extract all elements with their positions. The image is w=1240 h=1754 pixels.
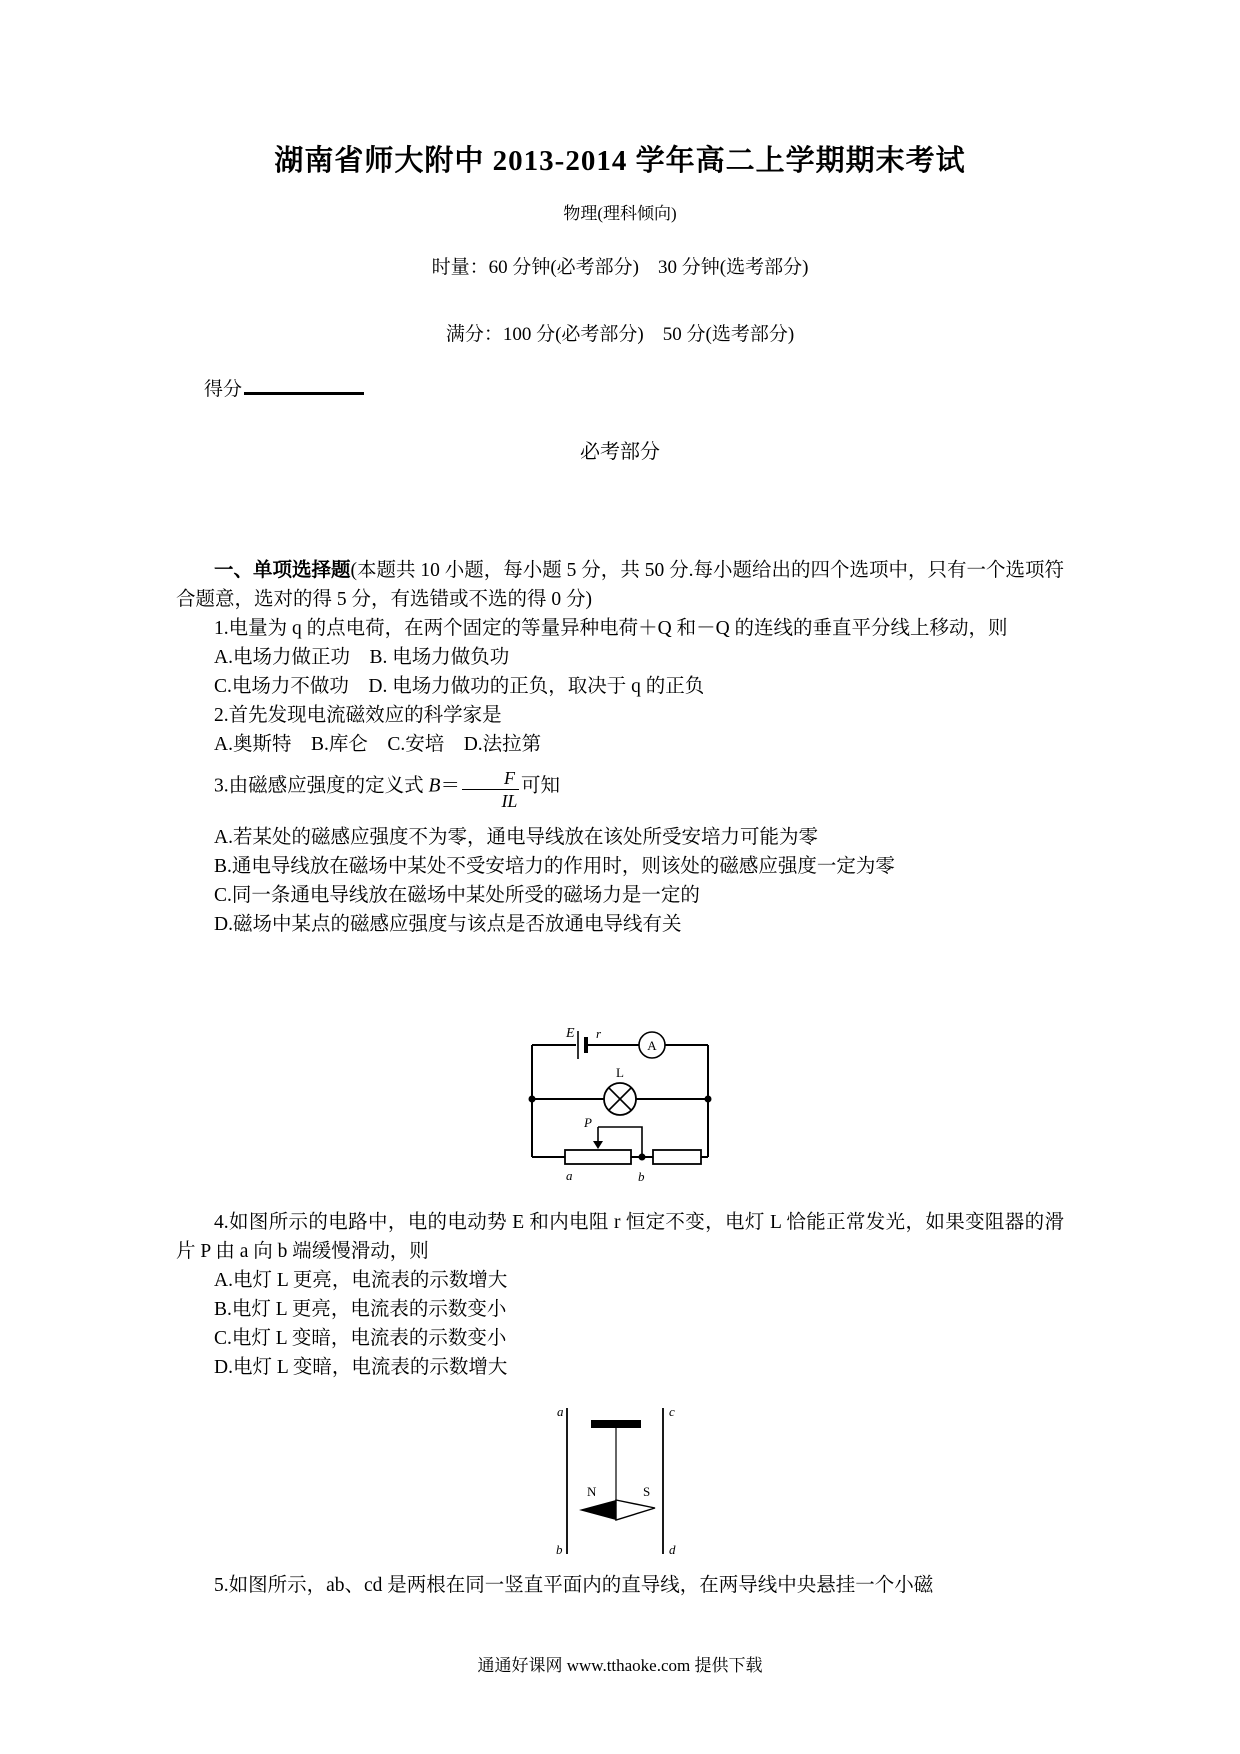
wire-d-label: d: [669, 1542, 676, 1558]
junction-dot-b: [639, 1154, 646, 1161]
support-bar: [591, 1420, 641, 1428]
lamp-label: L: [616, 1065, 624, 1081]
needle-south-half: [616, 1500, 655, 1520]
score-row: [204, 374, 1064, 401]
question-3-option-b: B.通电导线放在磁场中某处不受安培力的作用时，则该处的磁感应强度一定为零: [214, 856, 895, 878]
section-one-heading: 一、单项选择题: [214, 559, 351, 581]
score-blank-line: [244, 378, 364, 395]
needle-north-half: [579, 1500, 616, 1520]
slider-label: P: [584, 1115, 592, 1131]
slider-arrowhead: [593, 1141, 603, 1149]
question-1-options-ab: A.电场力做正功 B. 电场力做负功: [214, 647, 510, 668]
page-title: 湖南省师大附中 2013-2014 学年高二上学期期末考试: [274, 145, 966, 177]
junction-dot-left: [529, 1096, 536, 1103]
rheostat-end-a-label: a: [566, 1168, 573, 1184]
wire-c-label: c: [669, 1404, 675, 1420]
fraction-denominator: IL: [501, 790, 518, 811]
formula-equals: ＝: [440, 775, 460, 797]
wire-a-label: a: [557, 1404, 564, 1420]
ammeter-label: A: [647, 1038, 657, 1054]
circuit-diagram-svg: [520, 1025, 720, 1193]
formula-variable: B: [428, 775, 441, 797]
question-1-stem: 1.电量为 q 的点电荷，在两个固定的等量异种电荷＋Q 和－Q 的连线的垂直平分线上移动，则: [214, 618, 1008, 639]
internal-resistance-label: r: [596, 1026, 602, 1042]
question-3-option-d: D.磁场中某点的磁感应强度与该点是否放通电导线有关: [214, 914, 682, 936]
section-one-note: (本题共 10 小题，每小题 5 分，共 50 分.每小题给出的四个选项中，只有一个选项符合题意，选对的得 5 分，有选错或不选的得 0 分): [176, 560, 1064, 610]
subject-line: 物理(理科倾向): [563, 204, 677, 223]
question-3-stem: [176, 768, 1064, 811]
emf-label: E: [566, 1026, 575, 1042]
full-score-line: 满分：100 分(必考部分) 50 分(选考部分): [445, 324, 795, 345]
page-footer: 通通好课网 www.tthaoke.com 提供下载: [477, 1656, 763, 1675]
south-pole-label: S: [643, 1484, 651, 1500]
question-4-stem: 4.如图所示的电路中，电的电动势 E 和内电阻 r 恒定不变，电灯 L 恰能正常发光，如果变阻器的滑片 P 由 a 向 b 端缓慢滑动，则: [176, 1212, 1064, 1263]
question-1-options-cd: C.电场力不做功 D. 电场力做功的正负，取决于 q 的正负: [214, 676, 705, 697]
duration-line: 时量：60 分钟(必考部分) 30 分钟(选考部分): [431, 257, 809, 278]
junction-dot-right: [705, 1096, 712, 1103]
question-4-option-c: C.电灯 L 变暗，电流表的示数变小: [214, 1328, 507, 1350]
question-3-option-c: C.同一条通电导线放在磁场中某处所受的磁场力是一定的: [214, 885, 700, 907]
circuit-figure: [176, 1025, 1064, 1198]
question-3-stem-prefix: 3.由磁感应强度的定义式: [214, 775, 424, 797]
magnet-figure: [176, 1404, 1064, 1569]
question-3-option-a: A.若某处的磁感应强度不为零，通电导线放在该处所受安培力可能为零: [214, 827, 818, 849]
question-5-stem: 5.如图所示，ab、cd 是两根在同一竖直平面内的直导线，在两导线中央悬挂一个小磁: [214, 1575, 934, 1597]
rheostat-end-b-label: b: [638, 1169, 645, 1185]
question-4-option-d: D.电灯 L 变暗，电流表的示数增大: [214, 1357, 508, 1379]
rheostat-body: [565, 1150, 631, 1164]
score-label: 得分: [204, 379, 243, 400]
fraction-numerator: F: [462, 768, 519, 790]
fixed-resistor-body: [653, 1150, 701, 1164]
question-4-option-a: A.电灯 L 更亮，电流表的示数增大: [214, 1270, 508, 1292]
section-one-intro: [176, 556, 1064, 614]
question-2-options: A.奥斯特 B.库仑 C.安培 D.法拉第: [214, 734, 542, 755]
wire-b-label: b: [556, 1542, 563, 1558]
question-4-option-b: B.电灯 L 更亮，电流表的示数变小: [214, 1299, 507, 1321]
question-2-stem: 2.首先发现电流磁效应的科学家是: [214, 705, 502, 726]
formula-fraction: [462, 768, 519, 811]
north-pole-label: N: [587, 1484, 597, 1500]
section-heading: 必考部分: [580, 441, 660, 463]
question-3-stem-suffix: 可知: [520, 775, 560, 797]
magnet-diagram-svg: [535, 1404, 705, 1564]
